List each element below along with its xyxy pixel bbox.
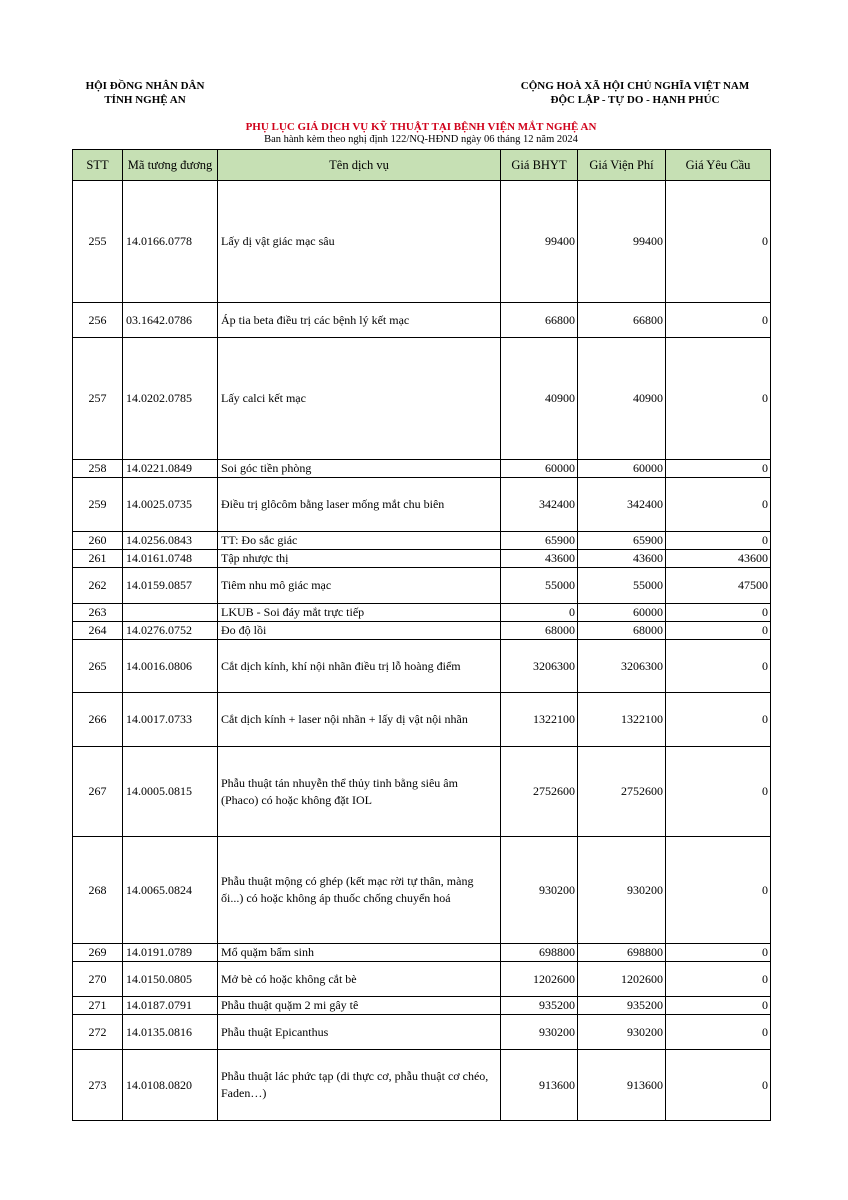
cell-stt: 270	[73, 962, 123, 997]
table-row	[73, 532, 771, 550]
cell-bhyt: 55000	[501, 568, 578, 604]
cell-vienphi: 930200	[578, 837, 666, 944]
cell-yeucau: 0	[666, 640, 771, 693]
cell-code: 14.0221.0849	[123, 460, 218, 478]
cell-code: 14.0159.0857	[123, 568, 218, 604]
cell-code: 14.0135.0816	[123, 1015, 218, 1050]
cell-stt: 261	[73, 550, 123, 568]
cell-name: Đo độ lồi	[218, 622, 501, 640]
cell-yeucau: 0	[666, 1015, 771, 1050]
col-header-vienphi: Giá Viện Phí	[578, 150, 666, 181]
cell-name: Tiêm nhu mô giác mạc	[218, 568, 501, 604]
table-row	[73, 550, 771, 568]
cell-stt: 264	[73, 622, 123, 640]
table-header-row	[73, 150, 771, 181]
cell-name: LKUB - Soi đáy mắt trực tiếp	[218, 604, 501, 622]
table-row	[73, 997, 771, 1015]
col-header-stt: STT	[73, 150, 123, 181]
cell-bhyt: 65900	[501, 532, 578, 550]
cell-yeucau: 0	[666, 532, 771, 550]
cell-yeucau: 0	[666, 181, 771, 303]
cell-name: Phẫu thuật Epicanthus	[218, 1015, 501, 1050]
cell-yeucau: 0	[666, 747, 771, 837]
cell-vienphi: 2752600	[578, 747, 666, 837]
cell-vienphi: 68000	[578, 622, 666, 640]
cell-name: Lấy calci kết mạc	[218, 338, 501, 460]
table-row	[73, 693, 771, 747]
table-row	[73, 962, 771, 997]
cell-vienphi: 935200	[578, 997, 666, 1015]
cell-bhyt: 342400	[501, 478, 578, 532]
cell-vienphi: 1202600	[578, 962, 666, 997]
cell-yeucau: 0	[666, 997, 771, 1015]
cell-code: 14.0017.0733	[123, 693, 218, 747]
cell-bhyt: 935200	[501, 997, 578, 1015]
cell-stt: 271	[73, 997, 123, 1015]
cell-name: Cắt dịch kính + laser nội nhãn + lấy dị vật nội nhãn	[218, 693, 501, 747]
cell-code: 14.0161.0748	[123, 550, 218, 568]
cell-stt: 255	[73, 181, 123, 303]
table-row	[73, 1015, 771, 1050]
cell-vienphi: 698800	[578, 944, 666, 962]
cell-bhyt: 913600	[501, 1050, 578, 1121]
cell-bhyt: 2752600	[501, 747, 578, 837]
cell-stt: 260	[73, 532, 123, 550]
cell-stt: 273	[73, 1050, 123, 1121]
cell-bhyt: 698800	[501, 944, 578, 962]
cell-vienphi: 60000	[578, 604, 666, 622]
table-row	[73, 478, 771, 532]
cell-name: Mổ quặm bẩm sinh	[218, 944, 501, 962]
cell-stt: 259	[73, 478, 123, 532]
cell-stt: 268	[73, 837, 123, 944]
table-row	[73, 338, 771, 460]
cell-stt: 262	[73, 568, 123, 604]
cell-bhyt: 3206300	[501, 640, 578, 693]
cell-yeucau: 0	[666, 962, 771, 997]
cell-yeucau: 0	[666, 693, 771, 747]
cell-bhyt: 68000	[501, 622, 578, 640]
cell-vienphi: 66800	[578, 303, 666, 338]
cell-code: 03.1642.0786	[123, 303, 218, 338]
col-header-name: Tên dịch vụ	[218, 150, 501, 181]
cell-stt: 272	[73, 1015, 123, 1050]
cell-bhyt: 40900	[501, 338, 578, 460]
cell-stt: 256	[73, 303, 123, 338]
cell-bhyt: 66800	[501, 303, 578, 338]
col-header-bhyt: Giá BHYT	[501, 150, 578, 181]
cell-bhyt: 43600	[501, 550, 578, 568]
cell-vienphi: 913600	[578, 1050, 666, 1121]
cell-name: Phẫu thuật lác phức tạp (di thực cơ, phẫu thuật cơ chéo, Faden…)	[218, 1050, 501, 1121]
cell-yeucau: 0	[666, 944, 771, 962]
cell-yeucau: 0	[666, 622, 771, 640]
cell-vienphi: 342400	[578, 478, 666, 532]
cell-yeucau: 43600	[666, 550, 771, 568]
cell-name: Phẫu thuật tán nhuyễn thể thủy tinh bằng siêu âm (Phaco) có hoặc không đặt IOL	[218, 747, 501, 837]
cell-bhyt: 99400	[501, 181, 578, 303]
cell-yeucau: 0	[666, 478, 771, 532]
cell-name: Cắt dịch kính, khí nội nhãn điều trị lỗ hoàng điểm	[218, 640, 501, 693]
cell-code	[123, 604, 218, 622]
cell-name: Mở bè có hoặc không cắt bè	[218, 962, 501, 997]
cell-yeucau: 47500	[666, 568, 771, 604]
table-row	[73, 944, 771, 962]
document-title: PHỤ LỤC GIÁ DỊCH VỤ KỸ THUẬT TẠI BỆNH VIỆN MẮT NGHỆ AN	[245, 121, 597, 133]
issuer-line-1: HỘI ĐỒNG NHÂN DÂN	[85, 80, 205, 92]
cell-vienphi: 65900	[578, 532, 666, 550]
cell-stt: 267	[73, 747, 123, 837]
cell-name: Điều trị glôcôm bằng laser mống mắt chu biên	[218, 478, 501, 532]
cell-vienphi: 55000	[578, 568, 666, 604]
cell-code: 14.0025.0735	[123, 478, 218, 532]
cell-code: 14.0005.0815	[123, 747, 218, 837]
cell-yeucau: 0	[666, 604, 771, 622]
cell-name: Soi góc tiền phòng	[218, 460, 501, 478]
cell-bhyt: 930200	[501, 1015, 578, 1050]
table-row	[73, 181, 771, 303]
cell-vienphi: 60000	[578, 460, 666, 478]
motto-line-2: ĐỘC LẬP - TỰ DO - HẠNH PHÚC	[550, 94, 720, 106]
cell-name: Áp tia beta điều trị các bệnh lý kết mạc	[218, 303, 501, 338]
cell-vienphi: 3206300	[578, 640, 666, 693]
cell-bhyt: 0	[501, 604, 578, 622]
table-row	[73, 460, 771, 478]
cell-yeucau: 0	[666, 338, 771, 460]
cell-code: 14.0108.0820	[123, 1050, 218, 1121]
cell-name: TT: Đo sắc giác	[218, 532, 501, 550]
cell-code: 14.0150.0805	[123, 962, 218, 997]
cell-vienphi: 99400	[578, 181, 666, 303]
cell-stt: 263	[73, 604, 123, 622]
issuer-line-2: TỈNH NGHỆ AN	[104, 94, 186, 106]
cell-stt: 257	[73, 338, 123, 460]
cell-code: 14.0202.0785	[123, 338, 218, 460]
cell-code: 14.0256.0843	[123, 532, 218, 550]
cell-yeucau: 0	[666, 303, 771, 338]
cell-vienphi: 40900	[578, 338, 666, 460]
cell-yeucau: 0	[666, 460, 771, 478]
col-header-code: Mã tương đương	[123, 150, 218, 181]
cell-yeucau: 0	[666, 1050, 771, 1121]
cell-stt: 258	[73, 460, 123, 478]
issuer-header	[60, 79, 230, 107]
table-row	[73, 747, 771, 837]
national-motto	[490, 79, 780, 107]
table-row	[73, 303, 771, 338]
cell-name: Tập nhược thị	[218, 550, 501, 568]
price-table	[72, 149, 771, 1121]
document-subtitle: Ban hành kèm theo nghị định 122/NQ-HĐND ngày 06 tháng 12 năm 2024	[264, 134, 578, 145]
table-row	[73, 604, 771, 622]
cell-code: 14.0276.0752	[123, 622, 218, 640]
cell-bhyt: 60000	[501, 460, 578, 478]
cell-bhyt: 1202600	[501, 962, 578, 997]
cell-name: Lấy dị vật giác mạc sâu	[218, 181, 501, 303]
table-row	[73, 622, 771, 640]
cell-code: 14.0191.0789	[123, 944, 218, 962]
cell-stt: 265	[73, 640, 123, 693]
cell-stt: 269	[73, 944, 123, 962]
cell-bhyt: 930200	[501, 837, 578, 944]
cell-code: 14.0187.0791	[123, 997, 218, 1015]
motto-line-1: CỘNG HOÀ XÃ HỘI CHỦ NGHĨA VIỆT NAM	[520, 80, 750, 92]
cell-name: Phẫu thuật quặm 2 mi gây tê	[218, 997, 501, 1015]
table-row	[73, 640, 771, 693]
cell-bhyt: 1322100	[501, 693, 578, 747]
table-row	[73, 837, 771, 944]
cell-name: Phẫu thuật mộng có ghép (kết mạc rời tự thân, màng ối...) có hoặc không áp thuốc chống chuyển hoá	[218, 837, 501, 944]
cell-code: 14.0166.0778	[123, 181, 218, 303]
cell-code: 14.0016.0806	[123, 640, 218, 693]
cell-yeucau: 0	[666, 837, 771, 944]
table-row	[73, 568, 771, 604]
cell-code: 14.0065.0824	[123, 837, 218, 944]
col-header-yeucau: Giá Yêu Cầu	[666, 150, 771, 181]
cell-vienphi: 1322100	[578, 693, 666, 747]
cell-vienphi: 43600	[578, 550, 666, 568]
cell-stt: 266	[73, 693, 123, 747]
cell-vienphi: 930200	[578, 1015, 666, 1050]
table-row	[73, 1050, 771, 1121]
